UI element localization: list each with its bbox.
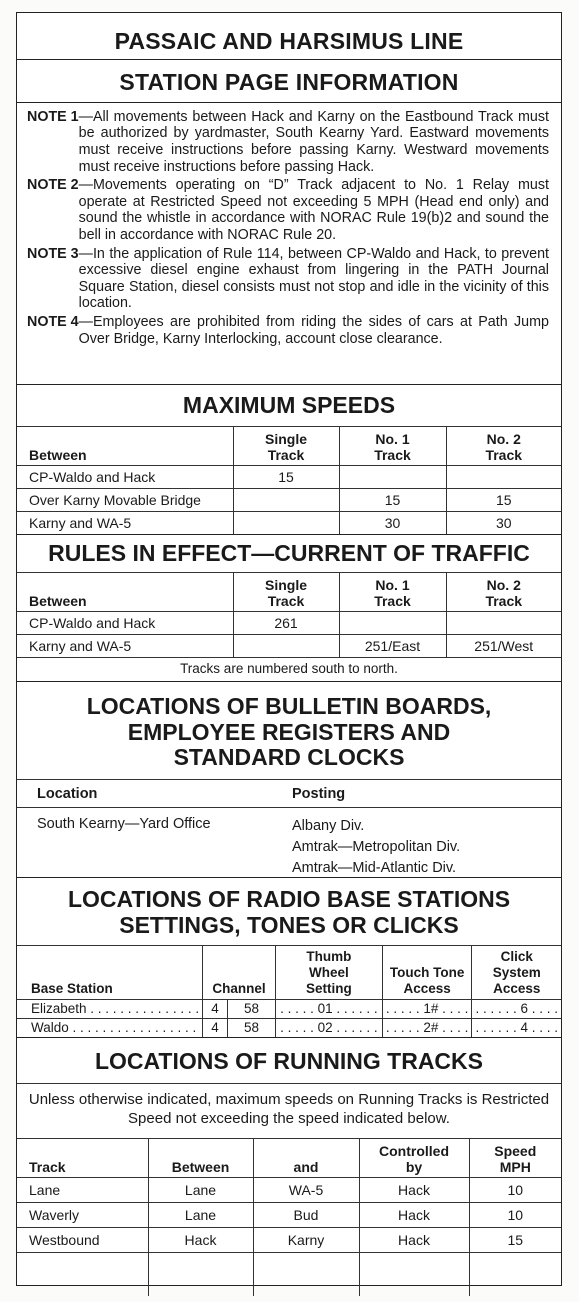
col-touch-tone: Touch Tone Access (382, 946, 472, 1000)
cell: 15 (233, 465, 339, 488)
cell: 10 (469, 1202, 561, 1227)
table-row (17, 999, 561, 1018)
rules-title: RULES IN EFFECT—CURRENT OF TRAFFIC (17, 535, 561, 573)
posting-item: Albany Div. (292, 818, 365, 835)
cell: Waverly (17, 1202, 148, 1227)
bulletin-header (17, 780, 561, 808)
rules-table (17, 573, 561, 658)
bulletin-row (17, 808, 561, 877)
cell: Hack (359, 1177, 469, 1202)
cell (446, 465, 561, 488)
cell (446, 611, 561, 634)
title-line: LOCATIONS OF BULLETIN BOARDS, (86, 692, 492, 719)
cell: 15 (339, 488, 446, 511)
touch-cell: . . . . . 1# . . . . (382, 999, 472, 1018)
notes-section (17, 103, 561, 385)
cell: Hack (359, 1202, 469, 1227)
tracks-footnote: Tracks are numbered south to north. (180, 660, 398, 676)
page-subtitle: STATION PAGE INFORMATION (119, 69, 459, 96)
page-title: PASSAIC AND HARSIMUS LINE (17, 13, 561, 60)
thumb-value: 01 (317, 1001, 333, 1017)
note-1 (27, 109, 549, 175)
channel-a: 4 (203, 999, 228, 1018)
thumb-cell: . . . . . 01 . . . . . . (275, 999, 382, 1018)
title-line: SETTINGS, TONES OR CLICKS (119, 911, 459, 938)
col-thumb-wheel: Thumb Wheel Setting (275, 946, 382, 1000)
click-cell: . . . . . . 6 . . . . (472, 999, 561, 1018)
cell: Lane (148, 1202, 253, 1227)
dot-leader: . . . . . . . . . . . . . . . (86, 1001, 200, 1017)
cell: 30 (446, 511, 561, 534)
running-intro: Unless otherwise indicated, maximum speeds on Running Tracks is Restricted Speed not exceeding the speed indicated below. (28, 1090, 550, 1127)
dot-leader: . . . . . . . . . . . . . . . . . (68, 1020, 197, 1036)
cell: Hack (148, 1227, 253, 1252)
col-no1-track: No. 1 Track (339, 427, 446, 466)
col-no2-track: No. 2 Track (446, 427, 561, 466)
station-name: Waldo (31, 1020, 69, 1036)
cell: Hack (359, 1227, 469, 1252)
note-label: NOTE 1 (27, 108, 79, 125)
radio-title (17, 878, 561, 946)
click-value: 4 (520, 1020, 528, 1036)
cell: Bud (253, 1202, 359, 1227)
cell (359, 1252, 469, 1296)
running-title: LOCATIONS OF RUNNING TRACKS (17, 1038, 561, 1084)
cell (148, 1252, 253, 1296)
note-label: NOTE 3 (27, 245, 79, 262)
running-section (17, 1038, 561, 1296)
posting-item: Amtrak—Mid-Atlantic Div. (292, 860, 457, 877)
note-label: NOTE 4 (27, 314, 79, 330)
click-value: 6 (520, 1001, 528, 1017)
table-header-row (17, 1138, 561, 1177)
col-location: Location (37, 786, 98, 803)
col-single-track: Single Track (233, 573, 339, 612)
note-text: —Employees are prohibited from riding the sides of cars at Path Jump Over Bridge, Karny Interlocking, account close clearance. (78, 314, 549, 347)
table-header-row (17, 946, 561, 1000)
col-no2-track: No. 2 Track (446, 573, 561, 612)
col-controlled-by: Controlled by (359, 1138, 469, 1177)
max-speeds-section (17, 385, 561, 535)
cell: 15 (469, 1227, 561, 1252)
table-row (17, 1202, 561, 1227)
cell: Karny and WA-5 (17, 511, 233, 534)
cell (233, 634, 339, 657)
bulletin-title (17, 682, 561, 780)
cell: 30 (339, 511, 446, 534)
channel-b: 58 (228, 999, 276, 1018)
station-cell (17, 999, 203, 1018)
cell: 10 (469, 1177, 561, 1202)
col-channel: Channel (203, 946, 276, 1000)
table-row (17, 1177, 561, 1202)
col-no1-track: No. 1 Track (339, 573, 446, 612)
cell (469, 1252, 561, 1296)
col-track: Track (17, 1138, 148, 1177)
timetable-page (16, 12, 562, 1286)
location-value: South Kearny—Yard Office (37, 816, 211, 833)
note-text: —Movements operating on “D” Track adjacent to No. 1 Relay must operate at Restricted Speed not exceeding 5 MPH (Head end only) and sound the whistle in accordance with NORAC Rule 19(b)2 and sound the bell in accordance with NORAC Rule 20. (78, 177, 549, 244)
cell: WA-5 (253, 1177, 359, 1202)
touch-value: 2# (423, 1020, 439, 1036)
max-speeds-title: MAXIMUM SPEEDS (17, 385, 561, 427)
table-row (17, 1227, 561, 1252)
cell: Karny (253, 1227, 359, 1252)
posting-item: Amtrak—Metropolitan Div. (292, 839, 461, 856)
col-speed-mph: Speed MPH (469, 1138, 561, 1177)
cell: Karny and WA-5 (17, 634, 233, 657)
cell: 251/West (446, 634, 561, 657)
cell (233, 488, 339, 511)
cell: Westbound (17, 1227, 148, 1252)
thumb-cell: . . . . . 02 . . . . . . (275, 1018, 382, 1037)
table-header-row (17, 573, 561, 612)
col-click-system: Click System Access (472, 946, 561, 1000)
cell: 261 (233, 611, 339, 634)
cell (233, 511, 339, 534)
cell: CP-Waldo and Hack (17, 465, 233, 488)
note-4 (27, 314, 549, 347)
max-speeds-table (17, 427, 561, 535)
cell: CP-Waldo and Hack (17, 611, 233, 634)
table-row (17, 611, 561, 634)
note-2 (27, 177, 549, 243)
table-row (17, 1018, 561, 1037)
bulletin-section (17, 682, 561, 878)
cell (253, 1252, 359, 1296)
table-row (17, 1252, 561, 1296)
posting-list (292, 816, 461, 877)
note-label: NOTE 2 (27, 177, 79, 194)
col-between: Between (148, 1138, 253, 1177)
cell: Lane (148, 1177, 253, 1202)
note-text: —All movements between Hack and Karny on the Eastbound Track must be authorized by yardmaster, South Kearny Yard. Eastward movements must receive instructions before passing Karny. Westward movements must receive instructions before passing Hack. (78, 108, 549, 175)
table-row (17, 634, 561, 657)
table-row (17, 488, 561, 511)
rules-section (17, 535, 561, 682)
cell (17, 1252, 148, 1296)
cell: 251/East (339, 634, 446, 657)
click-cell: . . . . . . 4 . . . . (472, 1018, 561, 1037)
cell (339, 465, 446, 488)
cell (339, 611, 446, 634)
table-row (17, 465, 561, 488)
title-line: EMPLOYEE REGISTERS AND (127, 718, 451, 745)
col-and: and (253, 1138, 359, 1177)
title-section (17, 13, 561, 103)
cell: Over Karny Movable Bridge (17, 488, 233, 511)
station-name: Elizabeth (31, 1001, 87, 1017)
col-between: Between (17, 573, 233, 612)
col-single-track: Single Track (233, 427, 339, 466)
touch-value: 1# (423, 1001, 439, 1017)
table-header-row (17, 427, 561, 466)
note-3 (27, 246, 549, 312)
channel-a: 4 (203, 1018, 228, 1037)
col-between: Between (17, 427, 233, 466)
running-table (17, 1138, 561, 1297)
radio-section (17, 878, 561, 1038)
title-line: STANDARD CLOCKS (173, 744, 405, 771)
touch-cell: . . . . . 2# . . . . (382, 1018, 472, 1037)
col-base-station: Base Station (17, 946, 203, 1000)
col-posting: Posting (292, 786, 346, 803)
station-cell (17, 1018, 203, 1037)
title-line: LOCATIONS OF RADIO BASE STATIONS (67, 886, 511, 913)
cell: Lane (17, 1177, 148, 1202)
thumb-value: 02 (317, 1020, 333, 1036)
channel-b: 58 (228, 1018, 276, 1037)
table-row (17, 511, 561, 534)
radio-table (17, 946, 561, 1038)
note-text: —In the application of Rule 114, between CP-Waldo and Hack, to prevent excessive diesel engine exhaust from lingering in the PATH Journal Square Station, diesel consists must not stop and idle in the vicinity of this location. (78, 245, 549, 312)
cell: 15 (446, 488, 561, 511)
